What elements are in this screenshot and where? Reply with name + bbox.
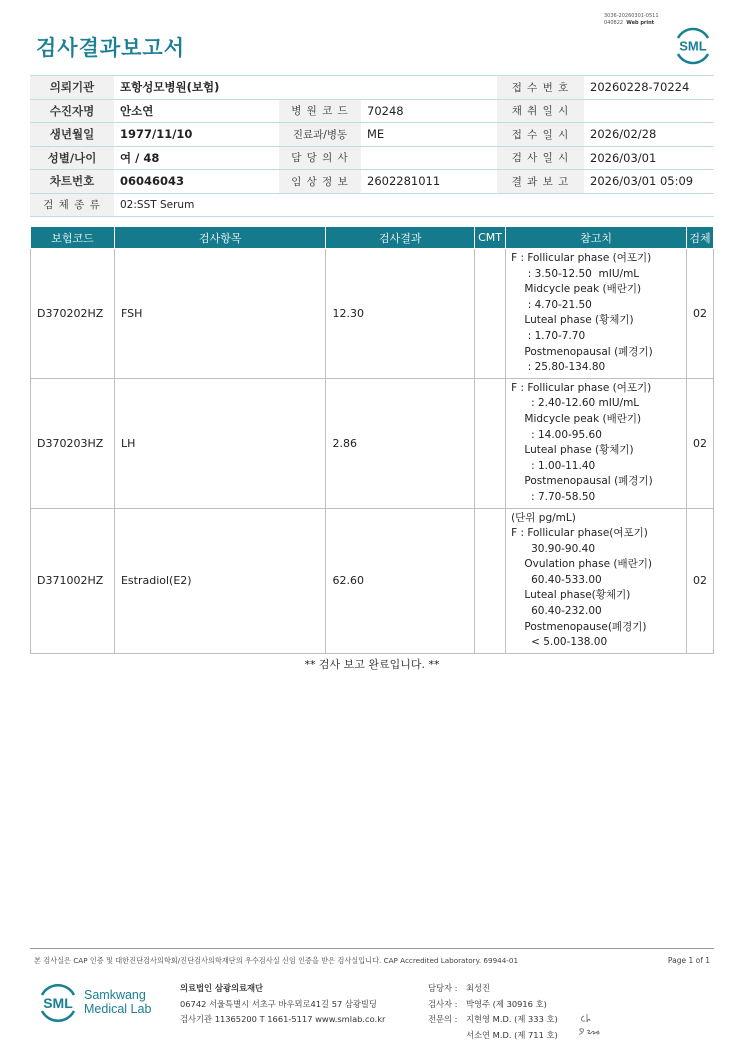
row-reference: F : Follicular phase (여포기) : 3.50-12.50 mIU/mL Midcycle peak (배란기) : 4.70-21.50 Luteal phase (황체기) : 1.70-7.70 Postmenopausal (폐경기) : 25.80-134.80 <box>506 249 687 379</box>
page-title: 검사결과보고서 <box>36 36 186 60</box>
recv-date-value: 2026/02/28 <box>584 123 714 147</box>
patient-label: 수진자명 <box>30 99 114 123</box>
clinical-value: 2602281011 <box>361 170 497 194</box>
sml-footer-logo-icon <box>36 980 80 1026</box>
sml-logo-text: SML <box>679 38 707 54</box>
results-header-row <box>31 227 714 249</box>
row-item: LH <box>114 378 326 508</box>
doctor-value <box>361 146 497 170</box>
chart-label: 차트번호 <box>30 170 114 194</box>
document-code <box>604 13 659 27</box>
specimen-label: 검 체 종 류 <box>30 193 114 217</box>
row-reference: F : Follicular phase (여포기) : 2.40-12.60 mIU/mL Midcycle peak (배란기) : 14.00-95.60 Luteal phase (황체기) : 1.00-11.40 Postmenopausal (폐경기) : 7.70-58.50 <box>506 378 687 508</box>
staff-value: 최성진 <box>466 983 491 993</box>
table-row <box>31 508 714 653</box>
table-row <box>31 249 714 379</box>
doctor-label: 담 당 의 사 <box>279 146 361 170</box>
row-code: D370203HZ <box>31 378 115 508</box>
row-code: D371002HZ <box>31 508 115 653</box>
staff-row <box>428 1028 558 1044</box>
row-specimen: 02 <box>686 249 713 379</box>
org-contact: 검사기관 11365200 T 1661-5117 www.smlab.co.kr <box>180 1014 386 1024</box>
staff-key: 검사자 : <box>428 998 458 1009</box>
recv-no-value: 20260228-70224 <box>584 76 714 100</box>
row-specimen: 02 <box>686 378 713 508</box>
document-code-line2: 040822 <box>604 20 624 26</box>
org-name: 의료법인 삼광의료재단 <box>180 983 264 993</box>
info-row <box>30 193 714 217</box>
staff-row <box>428 981 558 997</box>
recv-date-label: 접 수 일 시 <box>497 123 584 147</box>
footer-divider <box>30 948 714 949</box>
staff-value: 서소연 M.D. (제 711 호) <box>466 1029 558 1040</box>
row-reference: (단위 pg/mL) F : Follicular phase(여포기) 30.90-90.40 Ovulation phase (배란기) 60.40-533.00 Luteal phase(황체기) 60.40-232.00 Postmenopause(폐경기) < 5.00-138.00 <box>506 508 687 653</box>
staff-key: 담당자 : <box>428 983 458 993</box>
row-value: 2.86 <box>326 378 475 508</box>
recv-no-label: 접 수 번 호 <box>497 76 584 100</box>
row-item: Estradiol(E2) <box>114 508 326 653</box>
chart-value: 06046043 <box>114 170 279 194</box>
row-item: FSH <box>114 249 326 379</box>
staff-row <box>428 1012 558 1028</box>
row-cmt <box>475 508 506 653</box>
sml-logo-icon <box>672 26 714 66</box>
col-header-result: 검사결과 <box>326 227 475 249</box>
collect-label: 채 취 일 시 <box>497 99 584 123</box>
patient-value: 안소연 <box>114 99 279 123</box>
report-value: 2026/03/01 05:09 <box>584 170 714 194</box>
specimen-value: 02:SST Serum <box>114 193 714 217</box>
staff-value: 지현영 M.D. (제 333 호) <box>466 1014 558 1024</box>
clinical-label: 임 상 정 보 <box>279 170 361 194</box>
row-cmt <box>475 249 506 379</box>
req-org-value: 포항성모병원(보험) <box>114 76 497 100</box>
birth-label: 생년월일 <box>30 123 114 147</box>
info-row <box>30 170 714 194</box>
info-row <box>30 146 714 170</box>
report-complete-text: ** 검사 보고 완료입니다. ** <box>304 658 440 671</box>
info-row <box>30 76 714 100</box>
col-header-code: 보험코드 <box>31 227 115 249</box>
lab-name <box>84 988 151 1016</box>
staff-value: 박영주 (제 30916 호) <box>466 998 547 1009</box>
info-row <box>30 99 714 123</box>
table-row <box>31 378 714 508</box>
report-label: 결 과 보 고 <box>497 170 584 194</box>
dept-label: 진료과/병동 <box>279 123 361 147</box>
row-cmt <box>475 378 506 508</box>
hosp-code-value: 70248 <box>361 99 497 123</box>
collect-value <box>584 99 714 123</box>
dept-value: ME <box>361 123 497 147</box>
org-info <box>180 981 385 1028</box>
staff-row <box>428 997 558 1013</box>
staff-info <box>428 981 558 1043</box>
page-number: Page 1 of 1 <box>667 956 710 965</box>
info-row <box>30 123 714 147</box>
col-header-reference: 참고치 <box>506 227 687 249</box>
col-header-cmt: CMT <box>475 227 506 249</box>
staff-key: 전문의 : <box>428 1014 458 1024</box>
col-header-item: 검사항목 <box>114 227 326 249</box>
row-code: D370202HZ <box>31 249 115 379</box>
row-value: 12.30 <box>326 249 475 379</box>
sexage-label: 성별/나이 <box>30 146 114 170</box>
lab-name-line2: Medical Lab <box>84 1002 152 1016</box>
document-code-line1: 3036-20260301-0511 <box>604 13 659 19</box>
results-table <box>30 226 714 654</box>
req-org-label: 의뢰기관 <box>30 76 114 100</box>
org-address: 06742 서울특별시 서초구 바우뫼로41길 57 삼광빌딩 <box>180 998 377 1009</box>
signature-icon <box>578 1010 610 1040</box>
accreditation-note: 본 검사실은 CAP 인증 및 대한진단검사의학회/진단검사의학재단의 우수검사실 신임 인증을 받은 검사실입니다. CAP Accredited Laboratory. 69944-01 <box>34 956 519 965</box>
lab-name-line1: Samkwang <box>84 988 146 1002</box>
row-value: 62.60 <box>326 508 475 653</box>
row-specimen: 02 <box>686 508 713 653</box>
sml-footer-logo-text: SML <box>43 995 73 1011</box>
patient-info-table <box>30 75 714 217</box>
test-date-label: 검 사 일 시 <box>497 146 584 170</box>
hosp-code-label: 병 원 코 드 <box>279 99 361 123</box>
birth-value: 1977/11/10 <box>114 123 279 147</box>
test-date-value: 2026/03/01 <box>584 146 714 170</box>
sexage-value: 여 / 48 <box>114 146 279 170</box>
col-header-specimen: 검체 <box>686 227 713 249</box>
web-print-label: Web print <box>626 20 655 26</box>
staff-key <box>428 1028 466 1044</box>
